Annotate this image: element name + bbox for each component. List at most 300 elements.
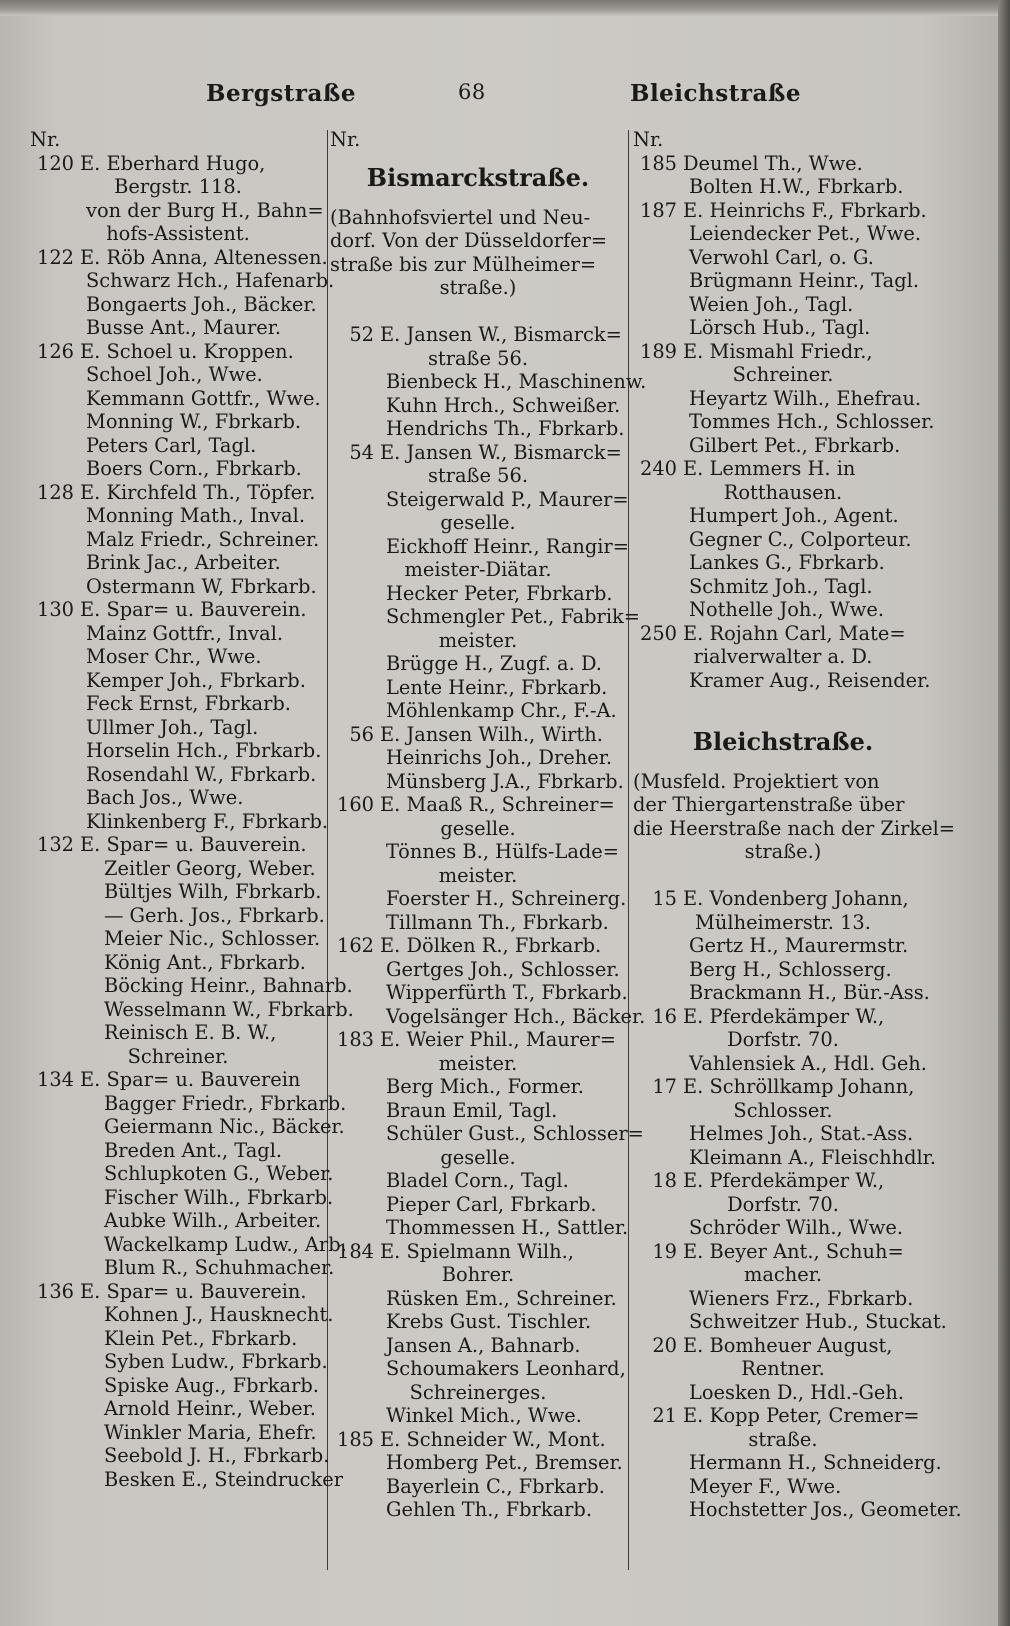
directory-line xyxy=(633,793,933,817)
directory-line xyxy=(633,316,933,340)
house-number: 128 xyxy=(36,480,74,504)
directory-line xyxy=(633,1357,933,1381)
entry-text: Vahlensiek A., Hdl. Geh. xyxy=(689,1051,927,1075)
entry-text: Leiendecker Pet., Wwe. xyxy=(689,222,922,245)
entry-text: Schwarz Hch., Hafenarb. xyxy=(86,269,335,292)
house-number: 122 xyxy=(36,245,74,269)
directory-line xyxy=(330,887,626,911)
house-entry xyxy=(30,833,326,857)
entry-text: hofs-Assistent. xyxy=(106,222,250,245)
directory-line xyxy=(30,387,326,411)
directory-line xyxy=(633,1451,942,1475)
directory-line xyxy=(30,622,326,646)
entry-text: Nr. xyxy=(30,128,61,151)
entry-text: Bolten H.W., Fbrkarb. xyxy=(689,175,904,198)
directory-line xyxy=(330,253,626,277)
directory-line xyxy=(30,1327,326,1351)
entry-text: Heyartz Wilh., Ehefrau. xyxy=(689,386,922,410)
entry-text: Homberg Pet., Bremser. xyxy=(386,1451,623,1474)
directory-line xyxy=(330,1169,626,1193)
street-heading: Bismarckstraße. xyxy=(366,162,590,192)
house-entry xyxy=(633,1240,933,1264)
entry-text: Busse Ant., Maurer. xyxy=(86,316,282,339)
entry-text: E. Schoel u. Kroppen. xyxy=(80,339,294,363)
entry-text: Horselin Hch., Fbrkarb. xyxy=(86,739,322,762)
house-entry xyxy=(30,152,326,176)
directory-line xyxy=(633,222,933,246)
entry-text: Berg Mich., Former. xyxy=(386,1075,584,1098)
directory-line xyxy=(633,1028,933,1052)
entry-text: Eickhoff Heinr., Rangir= xyxy=(386,534,629,558)
entry-text: Tillmann Th., Fbrkarb. xyxy=(386,910,609,934)
entry-text: Braun Emil, Tagl. xyxy=(386,1098,558,1122)
directory-line xyxy=(30,951,326,975)
directory-line xyxy=(30,1091,347,1116)
directory-line xyxy=(330,1404,626,1428)
entry-text: Wesselmann W., Fbrkarb. xyxy=(104,997,354,1021)
entry-text: geselle. xyxy=(440,1145,516,1169)
directory-line xyxy=(30,1444,330,1468)
entry-text: Jansen A., Bahnarb. xyxy=(386,1333,581,1357)
directory-line xyxy=(30,175,326,199)
entry-text: Deumel Th., Wwe. xyxy=(683,151,863,175)
house-entry xyxy=(330,723,626,747)
entry-text: Mülheimerstr. 13. xyxy=(695,910,871,934)
entry-text: Schmitz Joh., Tagl. xyxy=(689,574,873,598)
directory-line xyxy=(30,410,326,434)
directory-line xyxy=(30,269,335,293)
directory-line xyxy=(330,534,629,559)
directory-line xyxy=(633,1263,933,1287)
directory-line xyxy=(30,528,326,552)
directory-line xyxy=(633,1287,933,1311)
directory-line xyxy=(633,1099,933,1123)
entry-text: E. Schneider W., Mont. xyxy=(380,1427,606,1451)
entry-text: E. Kopp Peter, Cremer= xyxy=(683,1404,920,1427)
house-entry xyxy=(30,1068,326,1092)
directory-line xyxy=(330,128,626,152)
entry-text: Mainz Gottfr., Inval. xyxy=(86,621,284,645)
directory-line xyxy=(30,786,326,810)
entry-text: Verwohl Carl, o. G. xyxy=(689,245,874,269)
house-number: 240 xyxy=(639,457,677,480)
entry-text: Dorfstr. 70. xyxy=(727,1192,839,1216)
entry-text: Weien Joh., Tagl. xyxy=(689,292,854,316)
directory-line xyxy=(330,746,626,770)
entry-text: Brügmann Heinr., Tagl. xyxy=(689,269,919,292)
house-number: 130 xyxy=(36,598,74,621)
directory-line xyxy=(633,981,933,1005)
entry-text: Brügge H., Zugf. a. D. xyxy=(386,652,602,675)
entry-text: Lörsch Hub., Tagl. xyxy=(689,316,871,339)
entry-text: Nr. xyxy=(633,128,664,151)
entry-text: Schoumakers Leonhard, xyxy=(386,1357,626,1380)
entry-text: E. Rojahn Carl, Mate= xyxy=(683,621,906,645)
entry-text: Klinkenberg F., Fbrkarb. xyxy=(86,809,329,833)
entry-text: Tönnes B., Hülfs-Lade= xyxy=(386,840,620,863)
entry-text: meister. xyxy=(438,1051,518,1075)
entry-text: Ostermann W, Fbrkarb. xyxy=(86,574,317,598)
directory-line xyxy=(330,770,626,794)
directory-line xyxy=(30,739,326,763)
entry-text: E. Spar= u. Bauverein. xyxy=(80,1279,307,1303)
directory-line xyxy=(330,958,626,982)
entry-text: Ullmer Joh., Tagl. xyxy=(86,715,259,739)
entry-text: Rentner. xyxy=(741,1357,825,1380)
house-entry xyxy=(633,1334,933,1358)
house-entry xyxy=(633,887,933,911)
directory-line xyxy=(30,880,326,904)
directory-line xyxy=(330,464,626,488)
directory-line xyxy=(30,551,326,575)
entry-text: E. Mismahl Friedr., xyxy=(683,339,873,363)
entry-text: (Musfeld. Projektiert von xyxy=(633,769,880,793)
running-head-left: Bergstraße xyxy=(206,80,356,107)
house-entry xyxy=(30,481,326,505)
entry-text: Pieper Carl, Fbrkarb. xyxy=(386,1192,597,1216)
house-number: 162 xyxy=(336,934,374,957)
directory-line xyxy=(30,763,326,787)
entry-text: Winkel Mich., Wwe. xyxy=(386,1404,582,1427)
column-bleichstrasse xyxy=(633,128,962,1522)
house-number: 20 xyxy=(652,1333,677,1357)
entry-text: E. Eberhard Hugo, xyxy=(80,151,266,175)
directory-line xyxy=(633,1428,933,1452)
entry-text: Hochstetter Jos., Geometer. xyxy=(689,1498,962,1521)
entry-text: E. Lemmers H. in xyxy=(683,457,856,480)
house-number: 21 xyxy=(652,1404,677,1427)
directory-line xyxy=(330,511,626,535)
house-number: 187 xyxy=(639,198,677,222)
directory-line xyxy=(30,857,326,881)
entry-text: E. Schröllkamp Johann, xyxy=(683,1075,915,1098)
house-number: 126 xyxy=(36,339,74,363)
spacer xyxy=(330,300,626,324)
directory-line xyxy=(633,1122,933,1146)
directory-line xyxy=(330,370,647,394)
directory-line xyxy=(330,1475,626,1499)
house-entry xyxy=(30,1280,326,1304)
house-number: 183 xyxy=(336,1028,374,1051)
directory-line xyxy=(633,269,933,293)
entry-text: Kramer Aug., Reisender. xyxy=(689,668,931,692)
entry-text: Schröder Wilh., Wwe. xyxy=(689,1216,904,1239)
entry-text: Helmes Joh., Stat.-Ass. xyxy=(689,1122,914,1145)
directory-line xyxy=(30,1139,326,1163)
entry-text: meister. xyxy=(438,863,518,887)
directory-line xyxy=(30,716,326,740)
house-number: 250 xyxy=(639,621,677,645)
directory-line xyxy=(30,1256,335,1280)
house-entry xyxy=(633,340,933,364)
entry-text: E. Röb Anna, Altenessen. xyxy=(80,245,328,269)
entry-text: geselle. xyxy=(440,816,516,840)
directory-line xyxy=(330,394,626,418)
directory-line xyxy=(330,206,626,230)
house-entry xyxy=(30,340,326,364)
directory-line xyxy=(633,598,933,622)
entry-text: Bagger Friedr., Fbrkarb. xyxy=(104,1091,347,1115)
directory-line xyxy=(330,1193,626,1217)
house-entry xyxy=(330,441,626,465)
entry-text: Gilbert Pet., Fbrkarb. xyxy=(689,433,901,457)
entry-text: Nr. xyxy=(330,128,361,151)
entry-text: E. Spar= u. Bauverein. xyxy=(80,833,307,856)
house-number: 136 xyxy=(36,1279,74,1303)
entry-text: Loesken D., Hdl.-Geh. xyxy=(689,1380,905,1404)
directory-line xyxy=(30,1467,343,1492)
spacer xyxy=(633,692,933,716)
entry-text: Wieners Frz., Fbrkarb. xyxy=(689,1286,914,1310)
entry-text: E. Beyer Ant., Schuh= xyxy=(683,1239,904,1263)
directory-line xyxy=(330,417,626,441)
page-number: 68 xyxy=(458,80,486,104)
entry-text: E. Weier Phil., Maurer= xyxy=(380,1028,617,1051)
entry-text: straße.) xyxy=(744,840,822,863)
directory-line xyxy=(330,699,626,723)
directory-line xyxy=(330,558,626,582)
directory-line xyxy=(30,222,326,246)
entry-text: E. Bomheuer August, xyxy=(683,1333,893,1357)
directory-line xyxy=(30,1350,326,1374)
house-number: 18 xyxy=(652,1169,677,1192)
entry-text: Kohnen J., Hausknecht. xyxy=(104,1303,334,1326)
directory-line xyxy=(330,1004,646,1029)
entry-text: Peters Carl, Tagl. xyxy=(86,433,257,457)
entry-text: Geiermann Nic., Bäcker. xyxy=(104,1115,345,1138)
entry-text: macher. xyxy=(743,1263,823,1286)
directory-line xyxy=(330,276,626,300)
house-entry xyxy=(633,1075,933,1099)
entry-text: Rosendahl W., Fbrkarb. xyxy=(86,762,317,786)
entry-text: — Gerh. Jos., Fbrkarb. xyxy=(104,903,325,927)
entry-text: geselle. xyxy=(440,511,516,534)
directory-line xyxy=(330,1381,626,1405)
directory-line xyxy=(633,551,933,575)
directory-line xyxy=(30,457,326,481)
directory-line xyxy=(633,128,933,152)
directory-line xyxy=(330,629,626,653)
entry-text: rialverwalter a. D. xyxy=(693,645,873,668)
directory-line xyxy=(633,1475,933,1499)
house-entry xyxy=(30,246,326,270)
entry-text: Schreinerges. xyxy=(409,1380,547,1404)
column-rule-right xyxy=(628,130,629,1570)
entry-text: Hendrichs Th., Fbrkarb. xyxy=(386,417,625,440)
directory-line xyxy=(633,911,933,935)
directory-line xyxy=(633,1381,933,1405)
house-entry xyxy=(330,793,626,817)
entry-text: E. Spar= u. Bauverein xyxy=(80,1068,301,1091)
directory-line xyxy=(633,175,933,199)
directory-line xyxy=(633,293,933,317)
directory-line xyxy=(633,504,933,528)
page-top-edge xyxy=(0,0,998,16)
entry-text: Bach Jos., Wwe. xyxy=(86,786,244,809)
entry-text: Aubke Wilh., Arbeiter. xyxy=(104,1209,322,1232)
directory-line xyxy=(633,645,933,669)
house-number: 54 xyxy=(349,440,374,464)
directory-line xyxy=(30,316,326,340)
directory-line xyxy=(30,997,354,1022)
directory-line xyxy=(330,1451,626,1475)
directory-line xyxy=(633,770,933,794)
column-bergstrasse xyxy=(30,128,354,1491)
entry-text: E. Spar= u. Bauverein. xyxy=(80,598,307,621)
spacer xyxy=(633,864,933,888)
street-heading: Bleichstraße. xyxy=(692,726,874,756)
directory-line xyxy=(633,1193,933,1217)
directory-line xyxy=(633,410,933,434)
entry-text: Feck Ernst, Fbrkarb. xyxy=(86,692,291,715)
house-number: 132 xyxy=(36,833,74,856)
house-number: 56 xyxy=(349,722,374,746)
entry-text: Kuhn Hrch., Schweißer. xyxy=(386,393,621,417)
entry-text: E. Pferdekämper W., xyxy=(683,1004,885,1028)
directory-line xyxy=(330,652,626,676)
entry-text: Kemper Joh., Fbrkarb. xyxy=(86,668,306,692)
directory-line xyxy=(330,911,626,935)
entry-text: Bültjes Wilh, Fbrkarb. xyxy=(104,880,322,903)
entry-text: Meyer F., Wwe. xyxy=(689,1474,842,1498)
directory-line xyxy=(30,927,326,951)
entry-text: Boers Corn., Fbrkarb. xyxy=(86,457,302,480)
directory-line xyxy=(30,974,353,998)
directory-line xyxy=(30,293,326,317)
directory-line xyxy=(30,1303,334,1327)
entry-text: die Heerstraße nach der Zirkel= xyxy=(633,816,956,840)
book-binding-edge xyxy=(998,0,1010,1626)
directory-line xyxy=(633,934,933,958)
directory-line xyxy=(330,676,626,700)
entry-text: Schmengler Pet., Fabrik= xyxy=(386,605,641,628)
directory-line xyxy=(330,1099,626,1123)
entry-text: Münsberg J.A., Fbrkarb. xyxy=(386,769,624,793)
directory-line xyxy=(330,1357,626,1381)
entry-text: Wipperfürth T., Fbrkarb. xyxy=(386,981,628,1004)
directory-line xyxy=(30,575,326,599)
entry-text: Arnold Heinr., Weber. xyxy=(104,1397,316,1420)
entry-text: dorf. Von der Düsseldorfer= xyxy=(330,229,608,252)
house-number: 16 xyxy=(652,1004,677,1028)
entry-text: straße.) xyxy=(439,276,517,299)
house-number: 120 xyxy=(36,151,74,175)
entry-text: Breden Ant., Tagl. xyxy=(104,1138,283,1162)
directory-line xyxy=(30,1162,334,1186)
entry-text: Hermann H., Schneiderg. xyxy=(689,1451,942,1474)
entry-text: E. Kirchfeld Th., Töpfer. xyxy=(80,480,316,504)
entry-text: von der Burg H., Bahn= xyxy=(86,198,324,222)
directory-line xyxy=(633,246,933,270)
entry-text: Rotthausen. xyxy=(723,480,843,504)
entry-text: Reinisch E. B. W., xyxy=(104,1021,277,1044)
entry-text: E. Jansen W., Bismarck= xyxy=(380,323,622,346)
directory-line xyxy=(30,669,326,693)
house-number: 134 xyxy=(36,1068,74,1091)
entry-text: Wackelkamp Ludw., Arb. xyxy=(104,1232,347,1256)
directory-line xyxy=(30,1374,326,1398)
entry-text: Seebold J. H., Fbrkarb. xyxy=(104,1444,330,1467)
directory-line xyxy=(330,1334,626,1358)
entry-text: Lankes G., Fbrkarb. xyxy=(689,551,885,574)
directory-line xyxy=(30,1232,347,1257)
entry-text: Klein Pet., Fbrkarb. xyxy=(104,1326,298,1350)
house-entry xyxy=(633,1005,933,1029)
directory-line xyxy=(633,1052,933,1076)
entry-text: der Thiergartenstraße über xyxy=(633,793,905,816)
entry-text: Besken E., Steindrucker xyxy=(104,1467,343,1491)
directory-line xyxy=(30,1185,334,1210)
directory-line xyxy=(30,434,326,458)
house-entry xyxy=(330,323,626,347)
entry-text: Bongaerts Joh., Bäcker. xyxy=(86,292,317,316)
directory-line xyxy=(330,864,626,888)
entry-text: Moser Chr., Wwe. xyxy=(86,645,262,668)
house-number: 52 xyxy=(349,323,374,346)
house-entry xyxy=(330,1028,626,1052)
entry-text: Hecker Peter, Fbrkarb. xyxy=(386,581,613,605)
directory-line xyxy=(30,1397,326,1421)
column-bismarckstrasse xyxy=(330,128,647,1522)
entry-text: Kemmann Gottfr., Wwe. xyxy=(86,386,321,410)
directory-line xyxy=(633,575,933,599)
house-entry xyxy=(330,1240,626,1264)
directory-line xyxy=(330,1287,626,1311)
entry-text: E. Spielmann Wilh., xyxy=(380,1239,574,1263)
directory-line xyxy=(30,645,326,669)
entry-text: Tommes Hch., Schlosser. xyxy=(689,410,935,433)
entry-text: Schlosser. xyxy=(733,1098,833,1122)
entry-text: Vogelsänger Hch., Bäcker. xyxy=(386,1004,646,1028)
entry-text: Malz Friedr., Schreiner. xyxy=(86,527,320,551)
directory-line xyxy=(330,1075,626,1099)
directory-line xyxy=(633,958,933,982)
directory-line xyxy=(330,1052,626,1076)
directory-line xyxy=(30,692,326,716)
directory-line xyxy=(330,1216,629,1240)
directory-line xyxy=(330,347,626,371)
directory-line xyxy=(330,1146,626,1170)
entry-text: Brink Jac., Arbeiter. xyxy=(86,551,281,574)
entry-text: Gertges Joh., Schlosser. xyxy=(386,957,620,981)
entry-text: Bergstr. 118. xyxy=(114,175,242,198)
entry-text: Schreiner. xyxy=(732,363,834,386)
directory-line xyxy=(30,1115,345,1139)
directory-line xyxy=(633,1498,962,1522)
entry-text: Brackmann H., Bür.-Ass. xyxy=(689,981,930,1004)
directory-line xyxy=(30,809,329,834)
entry-text: Bohrer. xyxy=(441,1263,515,1286)
entry-text: E. Dölken R., Fbrkarb. xyxy=(380,934,602,957)
directory-line xyxy=(330,229,626,253)
directory-line xyxy=(633,481,933,505)
entry-text: Blum R., Schuhmacher. xyxy=(104,1256,335,1279)
entry-text: Heinrichs Joh., Dreher. xyxy=(386,746,612,769)
entry-text: Dorfstr. 70. xyxy=(727,1028,839,1051)
entry-text: Syben Ludw., Fbrkarb. xyxy=(104,1350,328,1373)
entry-text: E. Jansen W., Bismarck= xyxy=(380,440,622,464)
house-entry xyxy=(30,598,326,622)
directory-line xyxy=(30,1421,326,1445)
entry-text: straße 56. xyxy=(427,346,528,370)
entry-text: Schüler Gust., Schlosser= xyxy=(386,1122,644,1145)
entry-text: Berg H., Schlosserg. xyxy=(689,957,892,981)
entry-text: E. Jansen Wilh., Wirth. xyxy=(380,722,603,746)
directory-line xyxy=(330,981,626,1005)
entry-text: Bladel Corn., Tagl. xyxy=(386,1169,569,1192)
directory-line xyxy=(633,1145,936,1170)
entry-text: Rüsken Em., Schreiner. xyxy=(386,1286,617,1310)
